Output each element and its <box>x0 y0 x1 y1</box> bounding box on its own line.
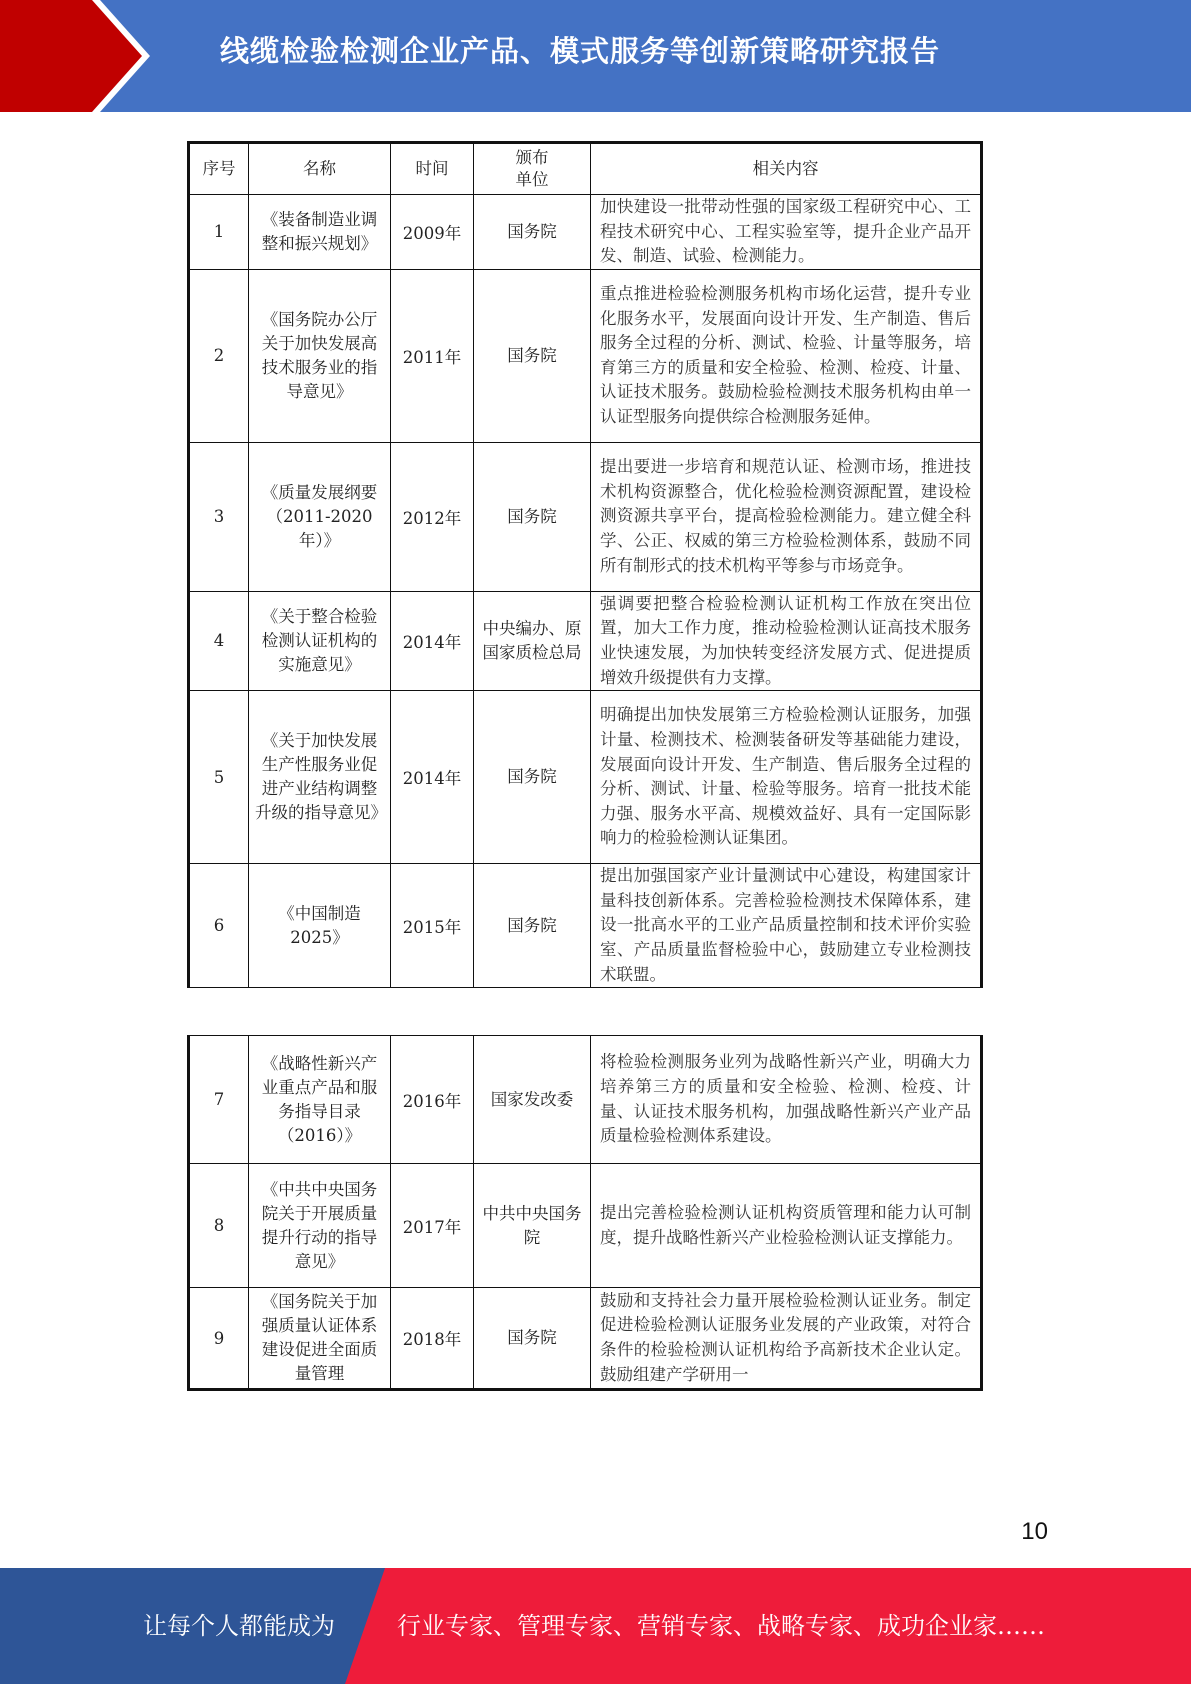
cell-no: 7 <box>189 1036 249 1164</box>
cell-time: 2009年 <box>391 195 474 270</box>
header-time: 时间 <box>391 143 474 195</box>
cell-name: 《中共中央国务院关于开展质量提升行动的指导意见》 <box>249 1164 391 1288</box>
cell-name: 《战略性新兴产业重点产品和服务指导目录（2016）》 <box>249 1036 391 1164</box>
cell-name: 《国务院办公厅关于加快发展高技术服务业的指导意见》 <box>249 269 391 442</box>
policy-table-part-1 <box>187 141 983 988</box>
table-row <box>189 691 982 864</box>
table-row <box>189 269 982 442</box>
header-content: 相关内容 <box>591 143 982 195</box>
cell-time: 2012年 <box>391 442 474 591</box>
table-row <box>189 1288 982 1390</box>
cell-content: 加快建设一批带动性强的国家级工程研究中心、工程技术研究中心、工程实验室等，提升企业产品开发、制造、试验、检测能力。 <box>591 195 982 270</box>
footer-slogan-left: 让每个人都能成为 <box>143 1612 335 1640</box>
header-chevron-decoration <box>0 0 160 112</box>
cell-content: 重点推进检验检测服务机构市场化运营，提升专业化服务水平，发展面向设计开发、生产制造、售后服务全过程的分析、测试、检验、计量等服务，培育第三方的质量和安全检验、检测、检疫、计量、认证技术服务。鼓励检验检测技术服务机构由单一认证型服务向提供综合检测服务延伸。 <box>591 269 982 442</box>
cell-name: 《中国制造2025》 <box>249 864 391 988</box>
cell-unit: 国务院 <box>474 442 591 591</box>
cell-content: 提出加强国家产业计量测试中心建设，构建国家计量科技创新体系。完善检验检测技术保障体系，建设一批高水平的工业产品质量控制和技术评价实验室、产品质量监督检验中心，鼓励建立专业检测技术联盟。 <box>591 864 982 988</box>
cell-no: 1 <box>189 195 249 270</box>
cell-name: 《装备制造业调整和振兴规划》 <box>249 195 391 270</box>
cell-content: 明确提出加快发展第三方检验检测认证服务，加强计量、检测技术、检测装备研发等基础能力建设，发展面向设计开发、生产制造、售后服务全过程的分析、测试、计量、检验等服务。培育一批技术能力强、服务水平高、规模效益好、具有一定国际影响力的检验检测认证集团。 <box>591 691 982 864</box>
cell-unit: 中央编办、原国家质检总局 <box>474 591 591 690</box>
footer-slogan-right: 行业专家、管理专家、营销专家、战略专家、成功企业家…… <box>397 1612 1045 1640</box>
table-row <box>189 442 982 591</box>
cell-content: 将检验检测服务业列为战略性新兴产业，明确大力培养第三方的质量和安全检验、检测、检疫、计量、认证技术服务机构，加强战略性新兴产业产品质量检验检测体系建设。 <box>591 1036 982 1164</box>
cell-time: 2015年 <box>391 864 474 988</box>
table-row <box>189 864 982 988</box>
table-header-row <box>189 143 982 195</box>
cell-content: 强调要把整合检验检测认证机构工作放在突出位置，加大工作力度，推动检验检测认证高技术服务业快速发展，为加快转变经济发展方式、促进提质增效升级提供有力支撑。 <box>591 591 982 690</box>
cell-time: 2014年 <box>391 691 474 864</box>
page-footer <box>0 1568 1191 1684</box>
page-number: 10 <box>1021 1518 1048 1545</box>
cell-unit: 国务院 <box>474 864 591 988</box>
cell-name: 《国务院关于加强质量认证体系建设促进全面质量管理 <box>249 1288 391 1390</box>
table-row <box>189 195 982 270</box>
report-title: 线缆检验检测企业产品、模式服务等创新策略研究报告 <box>220 34 941 68</box>
cell-time: 2016年 <box>391 1036 474 1164</box>
cell-time: 2011年 <box>391 269 474 442</box>
cell-no: 8 <box>189 1164 249 1288</box>
cell-unit: 中共中央国务院 <box>474 1164 591 1288</box>
page-header <box>0 0 1191 112</box>
table-row <box>189 1036 982 1164</box>
header-name: 名称 <box>249 143 391 195</box>
cell-unit: 国家发改委 <box>474 1036 591 1164</box>
cell-time: 2014年 <box>391 591 474 690</box>
cell-unit: 国务院 <box>474 691 591 864</box>
cell-name: 《质量发展纲要（2011-2020年）》 <box>249 442 391 591</box>
cell-time: 2018年 <box>391 1288 474 1390</box>
table-row <box>189 1164 982 1288</box>
cell-no: 9 <box>189 1288 249 1390</box>
cell-no: 3 <box>189 442 249 591</box>
cell-no: 2 <box>189 269 249 442</box>
cell-unit: 国务院 <box>474 195 591 270</box>
cell-content: 提出要进一步培育和规范认证、检测市场，推进技术机构资源整合，优化检验检测资源配置，建设检测资源共享平台，提高检验检测能力。建立健全科学、公正、权威的第三方检验检测体系，鼓励不同所有制形式的技术机构平等参与市场竞争。 <box>591 442 982 591</box>
cell-name: 《关于整合检验检测认证机构的实施意见》 <box>249 591 391 690</box>
cell-time: 2017年 <box>391 1164 474 1288</box>
cell-content: 提出完善检验检测认证机构资质管理和能力认可制度，提升战略性新兴产业检验检测认证支撑能力。 <box>591 1164 982 1288</box>
cell-no: 6 <box>189 864 249 988</box>
cell-unit: 国务院 <box>474 1288 591 1390</box>
cell-content: 鼓励和支持社会力量开展检验检测认证业务。制定促进检验检测认证服务业发展的产业政策，对符合条件的检验检测认证机构给予高新技术企业认定。鼓励组建产学研用一 <box>591 1288 982 1390</box>
cell-no: 4 <box>189 591 249 690</box>
header-unit: 颁布 单位 <box>474 143 591 195</box>
header-no: 序号 <box>189 143 249 195</box>
cell-name: 《关于加快发展生产性服务业促进产业结构调整升级的指导意见》 <box>249 691 391 864</box>
table-row <box>189 591 982 690</box>
cell-unit: 国务院 <box>474 269 591 442</box>
policy-table-part-2 <box>187 1035 983 1391</box>
cell-no: 5 <box>189 691 249 864</box>
